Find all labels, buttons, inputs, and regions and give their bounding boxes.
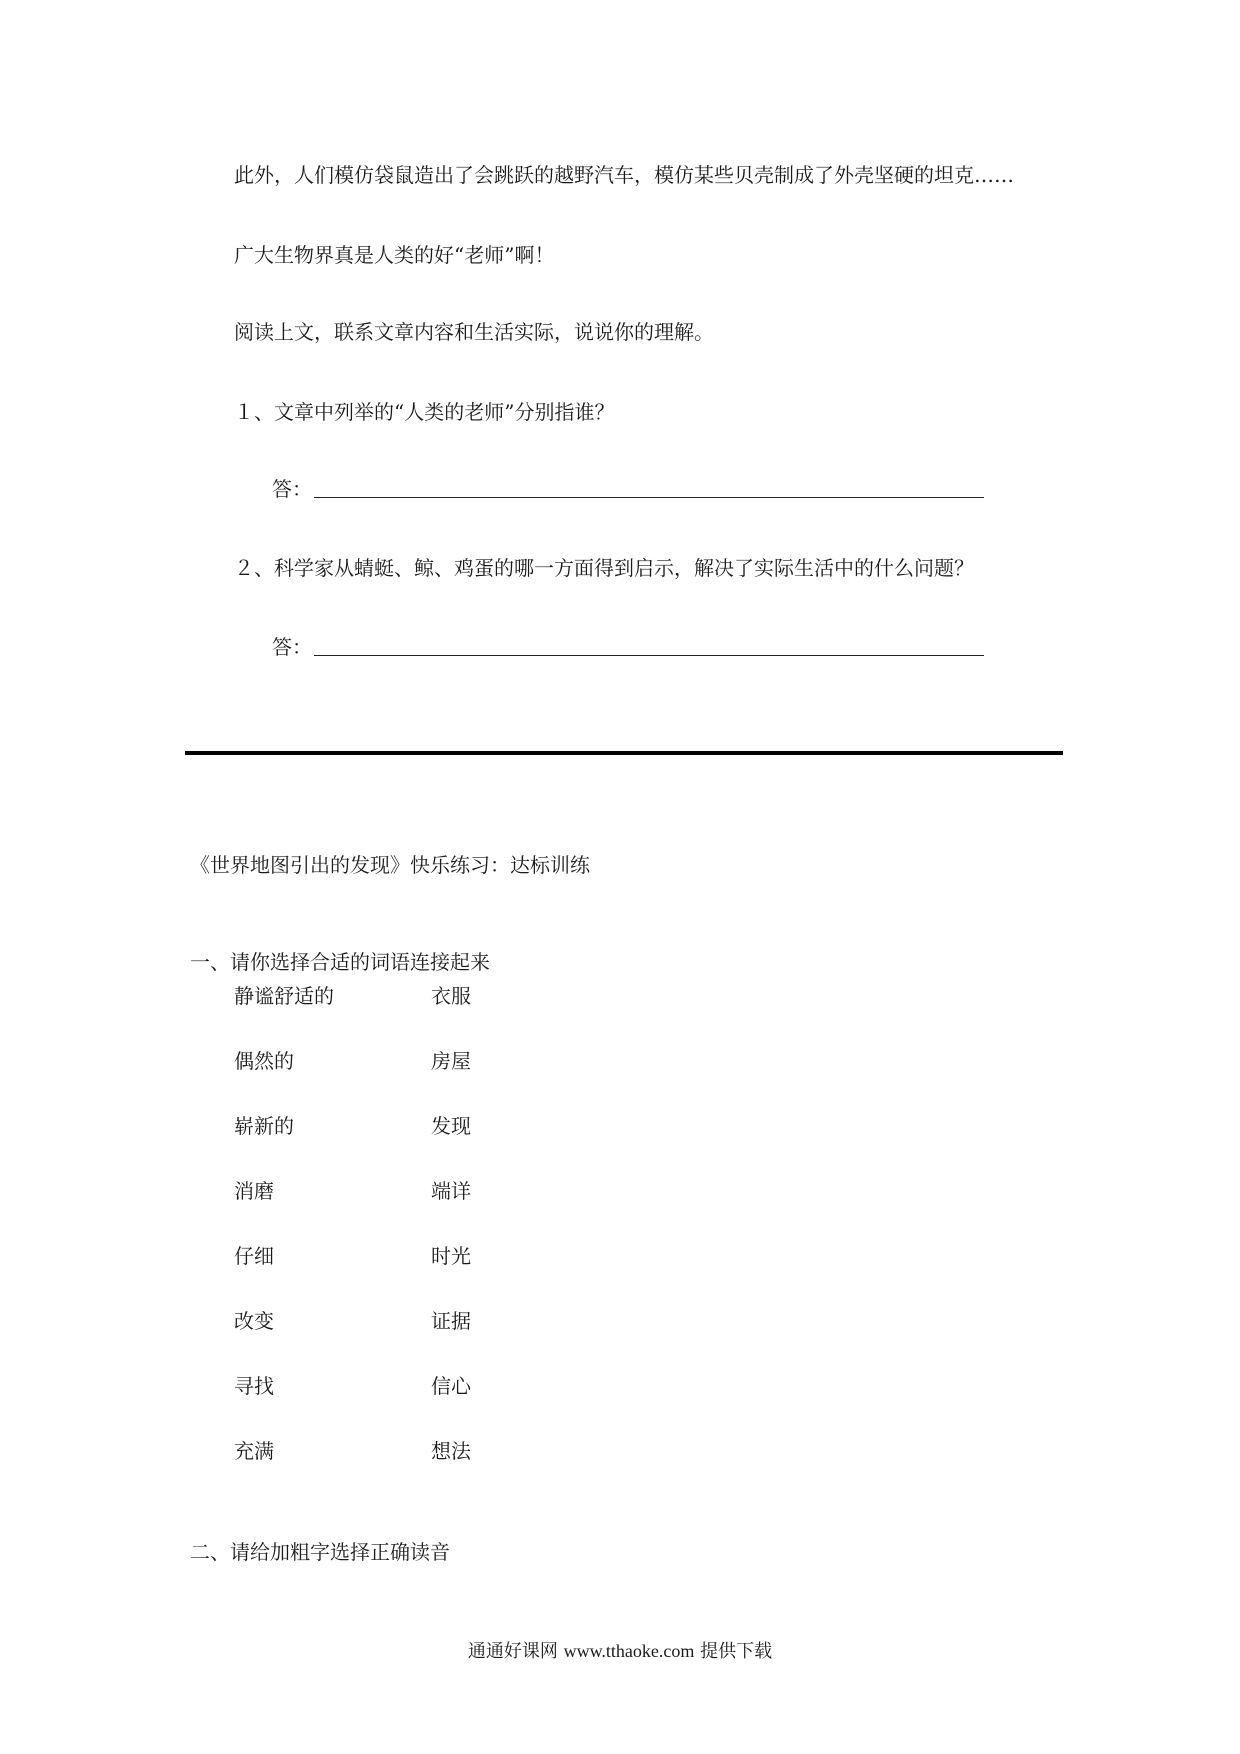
right-word-6[interactable]: 证据 [431, 1309, 471, 1333]
right-word-7[interactable]: 信心 [431, 1374, 471, 1398]
left-word-6[interactable]: 改变 [234, 1309, 274, 1333]
left-word-5[interactable]: 仔细 [234, 1244, 274, 1268]
right-word-5[interactable]: 时光 [431, 1244, 471, 1268]
right-word-8[interactable]: 想法 [431, 1439, 471, 1463]
left-word-1[interactable]: 静谧舒适的 [234, 984, 334, 1008]
right-word-3[interactable]: 发现 [431, 1114, 471, 1138]
passage-line-2: 广大生物界真是人类的好“老师”啊！ [234, 243, 555, 267]
left-word-2[interactable]: 偶然的 [234, 1049, 294, 1073]
footer-site-name: 通通好课网 [467, 1641, 558, 1662]
answer-label-2: 答： [272, 635, 312, 659]
instructions: 阅读上文，联系文章内容和生活实际，说说你的理解。 [234, 320, 714, 344]
section-title: 《世界地图引出的发现》快乐练习：达标训练 [190, 853, 590, 877]
part-2-heading: 二、请给加粗字选择正确读音 [190, 1540, 450, 1564]
part-1-heading: 一、请你选择合适的词语连接起来 [190, 950, 490, 974]
footer-suffix: 提供下载 [700, 1641, 773, 1662]
right-word-4[interactable]: 端详 [431, 1179, 471, 1203]
right-word-2[interactable]: 房屋 [431, 1049, 471, 1073]
section-divider [185, 751, 1063, 755]
question-2: ２、科学家从蜻蜓、鲸、鸡蛋的哪一方面得到启示，解决了实际生活中的什么问题？ [234, 556, 974, 580]
passage-line-1: 此外，人们模仿袋鼠造出了会跳跃的越野汽车，模仿某些贝壳制成了外壳坚硬的坦克…… [234, 163, 1014, 187]
footer-url[interactable]: www.tthaoke.com [563, 1641, 695, 1661]
page-footer [0, 1640, 1240, 1663]
left-word-7[interactable]: 寻找 [234, 1374, 274, 1398]
answer-line-2[interactable] [314, 655, 984, 656]
left-word-4[interactable]: 消磨 [234, 1179, 274, 1203]
question-1: １、文章中列举的“人类的老师”分别指谁？ [234, 400, 615, 424]
right-word-1[interactable]: 衣服 [431, 984, 471, 1008]
answer-line-1[interactable] [314, 497, 984, 498]
left-word-8[interactable]: 充满 [234, 1439, 274, 1463]
answer-label-1: 答： [272, 477, 312, 501]
left-word-3[interactable]: 崭新的 [234, 1114, 294, 1138]
